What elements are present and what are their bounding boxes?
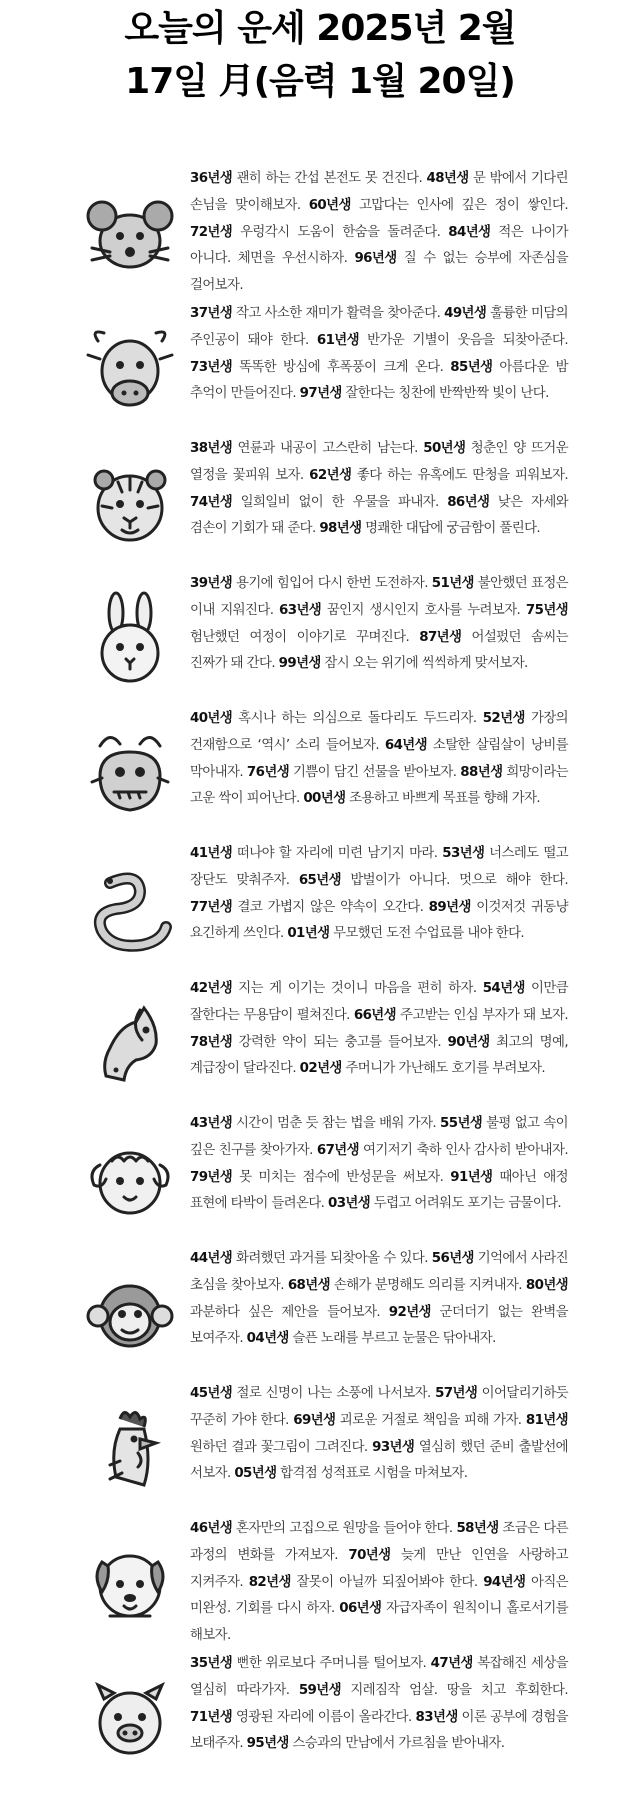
birth-year-label: 65년생 bbox=[298, 872, 341, 888]
birth-year-label: 00년생 bbox=[303, 791, 346, 807]
fortune-sentence: 희망이라는 고운 싹이 피어난다. bbox=[190, 764, 568, 807]
birth-year-label: 53년생 bbox=[442, 846, 485, 861]
birth-year-label: 73년생 bbox=[190, 359, 233, 375]
fortune-sentence: 너스레도 떨고 장단도 맞춰주자. bbox=[190, 846, 569, 888]
fortune-sentence: 여기저기 축하 인사 감사히 받아내자. bbox=[358, 1142, 568, 1158]
birth-year-label: 83년생 bbox=[415, 1709, 458, 1725]
birth-year-label: 43년생 bbox=[190, 1116, 233, 1131]
birth-year-label: 72년생 bbox=[190, 224, 233, 240]
birth-year-label: 49년생 bbox=[444, 306, 487, 321]
fortune-sentence: 잠시 오는 위기에 씩씩하게 맞서보자. bbox=[320, 656, 528, 672]
birth-year-label: 96년생 bbox=[354, 251, 397, 267]
birth-year-label: 37년생 bbox=[190, 306, 233, 321]
birth-year-label: 77년생 bbox=[190, 899, 233, 915]
birth-year-label: 90년생 bbox=[447, 1034, 490, 1050]
fortune-sentence: 지는 게 이기는 것이니 마음을 편히 하자. bbox=[232, 981, 483, 996]
fortune-sentence: 혼자만의 고집으로 원망을 들어야 한다. bbox=[232, 1521, 457, 1536]
birth-year-label: 06년생 bbox=[339, 1601, 382, 1617]
birth-year-label: 86년생 bbox=[447, 494, 490, 510]
fortune-sentence: 영광된 자리에 이름이 올라간다. bbox=[232, 1709, 416, 1725]
fortune-sentence: 혹시나 하는 의심으로 돌다리도 두드리자. bbox=[232, 711, 483, 726]
birth-year-label: 48년생 bbox=[426, 171, 469, 186]
birth-year-label: 51년생 bbox=[431, 576, 474, 591]
fortune-sentence: 연륜과 내공이 고스란히 남는다. bbox=[232, 441, 424, 456]
fortune-text bbox=[190, 1651, 568, 1758]
fortune-sentence: 명쾌한 대답에 궁금함이 풀린다. bbox=[361, 521, 541, 537]
fortune-sentence: 기쁨이 담긴 선물을 받아보자. bbox=[289, 764, 461, 780]
fortune-sentence: 군더더기 없는 완벽을 보여주자. bbox=[190, 1304, 568, 1347]
birth-year-label: 80년생 bbox=[525, 1277, 568, 1293]
fortune-sentence: 이만큼 잘한다는 무용담이 펼쳐진다. bbox=[190, 981, 568, 1023]
fortune-sentence: 청춘인 양 뜨거운 열정을 꽃피워 보자. bbox=[190, 441, 568, 483]
birth-year-label: 45년생 bbox=[190, 1386, 233, 1401]
birth-year-label: 64년생 bbox=[384, 737, 427, 753]
horse-icon bbox=[80, 996, 180, 1096]
page-title bbox=[0, 0, 640, 132]
birth-year-label: 55년생 bbox=[440, 1116, 483, 1131]
fortune-text bbox=[190, 301, 568, 408]
birth-year-label: 04년생 bbox=[246, 1331, 289, 1347]
fortune-sentence: 잘못이 아닐까 되짚어봐야 한다. bbox=[290, 1574, 484, 1590]
birth-year-label: 68년생 bbox=[287, 1277, 330, 1293]
fortune-sentence: 조용하고 바쁘게 목표를 향해 가자. bbox=[345, 791, 541, 807]
birth-year-label: 91년생 bbox=[450, 1169, 493, 1185]
birth-year-label: 88년생 bbox=[460, 764, 503, 780]
fortune-sentence: 시간이 멈춘 듯 참는 법을 배워 가자. bbox=[232, 1116, 441, 1131]
fortune-sentence: 기억에서 사라진 초심을 찾아보자. bbox=[190, 1251, 568, 1293]
fortune-text bbox=[190, 841, 568, 948]
fortune-sentence: 결코 가볍지 않은 약속이 오간다. bbox=[232, 899, 429, 915]
sheep-icon bbox=[80, 1131, 180, 1231]
fortune-sentence: 적은 나이가 아니다. 체면을 우선시하자. bbox=[190, 224, 568, 267]
birth-year-label: 97년생 bbox=[299, 386, 342, 402]
birth-year-label: 57년생 bbox=[435, 1386, 478, 1401]
fortune-text bbox=[190, 1516, 568, 1650]
fortune-sentence: 주고받는 인심 부자가 돼 보자. bbox=[395, 1007, 568, 1023]
birth-year-label: 69년생 bbox=[293, 1412, 336, 1428]
rabbit-icon bbox=[80, 591, 180, 691]
birth-year-label: 46년생 bbox=[190, 1521, 233, 1536]
fortune-text bbox=[190, 976, 568, 1083]
fortune-sentence: 훌륭한 미담의 주인공이 돼야 한다. bbox=[190, 306, 569, 348]
birth-year-label: 92년생 bbox=[388, 1304, 431, 1320]
fortune-sentence: 주머니가 가난해도 호기를 부려보자. bbox=[341, 1061, 546, 1077]
fortune-sentence: 잘한다는 칭찬에 반짝반짝 빛이 난다. bbox=[341, 386, 549, 402]
birth-year-label: 75년생 bbox=[525, 602, 568, 618]
fortune-sentence: 험난했던 여정이 이야기로 꾸며진다. bbox=[190, 629, 420, 645]
birth-year-label: 82년생 bbox=[248, 1574, 291, 1590]
fortune-sentence: 꿈인지 생시인지 호사를 누려보자. bbox=[321, 602, 526, 618]
fortune-text bbox=[190, 1381, 568, 1488]
fortune-sentence: 이것저것 귀동냥 요긴하게 쓰인다. bbox=[190, 899, 568, 942]
fortune-text bbox=[190, 166, 568, 300]
fortune-sentence: 못 미치는 점수에 반성문을 써보자. bbox=[232, 1169, 451, 1185]
fortune-sentence: 불안했던 표정은 이내 지워진다. bbox=[190, 576, 568, 618]
birth-year-label: 54년생 bbox=[482, 981, 525, 996]
birth-year-label: 60년생 bbox=[308, 197, 351, 213]
birth-year-label: 38년생 bbox=[190, 441, 233, 456]
fortune-sentence: 똑똑한 방심에 후폭풍이 크게 온다. bbox=[232, 359, 451, 375]
birth-year-label: 74년생 bbox=[190, 494, 233, 510]
birth-year-label: 01년생 bbox=[287, 926, 330, 942]
birth-year-label: 95년생 bbox=[246, 1736, 289, 1752]
fortune-text bbox=[190, 436, 568, 543]
fortune-sentence: 용기에 힘입어 다시 한번 도전하자. bbox=[232, 576, 432, 591]
birth-year-label: 35년생 bbox=[190, 1656, 233, 1671]
birth-year-label: 47년생 bbox=[430, 1656, 473, 1671]
fortune-sentence: 우렁각시 도움이 한숨을 돌려준다. bbox=[232, 224, 449, 240]
fortune-text bbox=[190, 1246, 568, 1353]
fortune-sentence: 작고 사소한 재미가 활력을 찾아준다. bbox=[232, 306, 445, 321]
birth-year-label: 93년생 bbox=[372, 1439, 415, 1455]
fortune-sentence: 아직은 미완성. 기회를 다시 하자. bbox=[190, 1574, 568, 1617]
birth-year-label: 36년생 bbox=[190, 171, 233, 186]
fortune-sentence: 문 밖에서 기다린 손님을 맞이해보자. bbox=[190, 171, 568, 213]
fortune-sentence: 이론 공부에 경험을 보태주자. bbox=[190, 1709, 568, 1752]
fortune-sentence: 때아닌 애정 표현에 타박이 들려온다. bbox=[190, 1169, 568, 1212]
birth-year-label: 63년생 bbox=[279, 602, 322, 618]
fortune-sentence: 화려했던 과거를 되찾아올 수 있다. bbox=[232, 1251, 432, 1266]
fortune-sentence: 조금은 다른 과정의 변화를 가져보자. bbox=[190, 1521, 568, 1563]
birth-year-label: 71년생 bbox=[190, 1709, 233, 1725]
birth-year-label: 89년생 bbox=[428, 899, 471, 915]
fortune-sentence: 일희일비 없이 한 우물을 파내자. bbox=[232, 494, 448, 510]
fortune-sentence: 괜히 하는 간섭 본전도 못 건진다. bbox=[232, 171, 427, 186]
fortune-sentence: 이어달리기하듯 꾸준히 가야 한다. bbox=[190, 1386, 568, 1428]
fortune-text bbox=[190, 1111, 568, 1218]
fortune-sentence: 뻔한 위로보다 주머니를 털어보자. bbox=[232, 1656, 431, 1671]
birth-year-label: 02년생 bbox=[299, 1061, 342, 1077]
fortune-sentence: 늦게 만난 인연을 사랑하고 지켜주자. bbox=[190, 1547, 568, 1590]
fortune-sentence: 두렵고 어려워도 포기는 금물이다. bbox=[370, 1196, 562, 1212]
birth-year-label: 41년생 bbox=[190, 846, 233, 861]
birth-year-label: 99년생 bbox=[278, 656, 321, 672]
fortune-sentence: 열심히 했던 준비 출발선에 서보자. bbox=[190, 1439, 568, 1482]
birth-year-label: 42년생 bbox=[190, 981, 233, 996]
birth-year-label: 87년생 bbox=[419, 629, 462, 645]
birth-year-label: 67년생 bbox=[316, 1142, 359, 1158]
pig-icon bbox=[80, 1671, 180, 1771]
birth-year-label: 40년생 bbox=[190, 711, 233, 726]
fortune-sentence: 좋다 하는 유혹에도 딴청을 피워보자. bbox=[351, 467, 569, 483]
dog-icon bbox=[80, 1536, 180, 1636]
birth-year-label: 62년생 bbox=[309, 467, 352, 483]
fortune-sentence: 강력한 약이 되는 충고를 들어보자. bbox=[232, 1034, 448, 1050]
rooster-icon bbox=[80, 1401, 180, 1501]
fortune-sentence: 괴로운 거절로 책임을 피해 가자. bbox=[335, 1412, 526, 1428]
birth-year-label: 70년생 bbox=[348, 1547, 391, 1563]
fortune-sentence: 원하던 결과 꽃그림이 그려진다. bbox=[190, 1439, 373, 1455]
fortune-sentence: 낮은 자세와 겸손이 기회가 돼 준다. bbox=[190, 494, 568, 537]
birth-year-label: 58년생 bbox=[456, 1521, 499, 1536]
fortune-sentence: 고맙다는 인사에 깊은 정이 쌓인다. bbox=[350, 197, 568, 213]
birth-year-label: 44년생 bbox=[190, 1251, 233, 1266]
fortune-sentence: 불평 없고 속이 깊은 친구를 찾아가자. bbox=[190, 1116, 568, 1158]
birth-year-label: 81년생 bbox=[525, 1412, 568, 1428]
dragon-icon bbox=[80, 726, 180, 826]
birth-year-label: 56년생 bbox=[431, 1251, 474, 1266]
tiger-icon bbox=[80, 456, 180, 556]
birth-year-label: 52년생 bbox=[482, 711, 525, 726]
birth-year-label: 79년생 bbox=[190, 1169, 233, 1185]
fortune-sentence: 지레짐작 엄살. 땅을 치고 후회한다. bbox=[340, 1682, 568, 1698]
birth-year-label: 98년생 bbox=[319, 521, 362, 537]
ox-icon bbox=[80, 321, 180, 421]
birth-year-label: 78년생 bbox=[190, 1034, 233, 1050]
fortune-sentence: 질 수 없는 승부에 자존심을 걸어보자. bbox=[190, 251, 568, 294]
fortune-text bbox=[190, 571, 568, 678]
fortune-sentence: 최고의 명예, 계급장이 달라진다. bbox=[190, 1034, 568, 1077]
fortune-sentence: 아름다운 밤 추억이 만들어진다. bbox=[190, 359, 568, 402]
fortune-sentence: 어설펐던 솜씨는 진짜가 돼 간다. bbox=[190, 629, 568, 672]
birth-year-label: 94년생 bbox=[483, 1574, 526, 1590]
fortune-sentence: 과분하다 싶은 제안을 들어보자. bbox=[190, 1304, 389, 1320]
title-line-1: 오늘의 운세 2025년 2월 bbox=[124, 8, 516, 49]
birth-year-label: 85년생 bbox=[450, 359, 493, 375]
birth-year-label: 39년생 bbox=[190, 576, 233, 591]
fortune-sentence: 스승과의 만남에서 가르침을 받아내자. bbox=[288, 1736, 505, 1752]
birth-year-label: 59년생 bbox=[298, 1682, 341, 1698]
title-line-2: 17일 月(음력 1월 20일) bbox=[125, 61, 515, 102]
fortune-sentence: 자급자족이 원칙이니 홀로서기를 해보자. bbox=[190, 1601, 568, 1644]
birth-year-label: 61년생 bbox=[316, 332, 359, 348]
fortune-sentence: 소탈한 살림살이 낭비를 막아내자. bbox=[190, 737, 568, 780]
snake-icon bbox=[80, 861, 180, 961]
fortune-text bbox=[190, 706, 568, 813]
fortune-sentence: 합격점 성적표로 시험을 마쳐보자. bbox=[276, 1466, 468, 1482]
fortune-sentence: 반가운 기별이 웃음을 되찾아준다. bbox=[358, 332, 568, 348]
monkey-icon bbox=[80, 1266, 180, 1366]
fortune-sentence: 절로 신명이 나는 소풍에 나서보자. bbox=[232, 1386, 436, 1401]
fortune-sentence: 가장의 건재함으로 ‘역시’ 소리 들어보자. bbox=[190, 711, 569, 753]
birth-year-label: 03년생 bbox=[327, 1196, 371, 1212]
birth-year-label: 05년생 bbox=[234, 1466, 277, 1482]
fortune-sentence: 떠나야 할 자리에 미련 남기지 마라. bbox=[232, 846, 443, 861]
birth-year-label: 84년생 bbox=[448, 224, 491, 240]
fortune-sentence: 복잡해진 세상을 열심히 따라가자. bbox=[190, 1656, 568, 1698]
birth-year-label: 76년생 bbox=[246, 764, 290, 780]
birth-year-label: 50년생 bbox=[423, 441, 466, 456]
fortune-sentence: 밥벌이가 아니다. 멋으로 해야 한다. bbox=[340, 872, 568, 888]
fortune-sentence: 무모했던 도전 수업료를 내야 한다. bbox=[329, 926, 525, 942]
fortune-sentence: 슬픈 노래를 부르고 눈물은 닦아내자. bbox=[288, 1331, 496, 1347]
birth-year-label: 66년생 bbox=[353, 1007, 396, 1023]
rat-icon bbox=[80, 186, 180, 286]
fortune-sentence: 손해가 분명해도 의리를 지켜내자. bbox=[329, 1277, 526, 1293]
